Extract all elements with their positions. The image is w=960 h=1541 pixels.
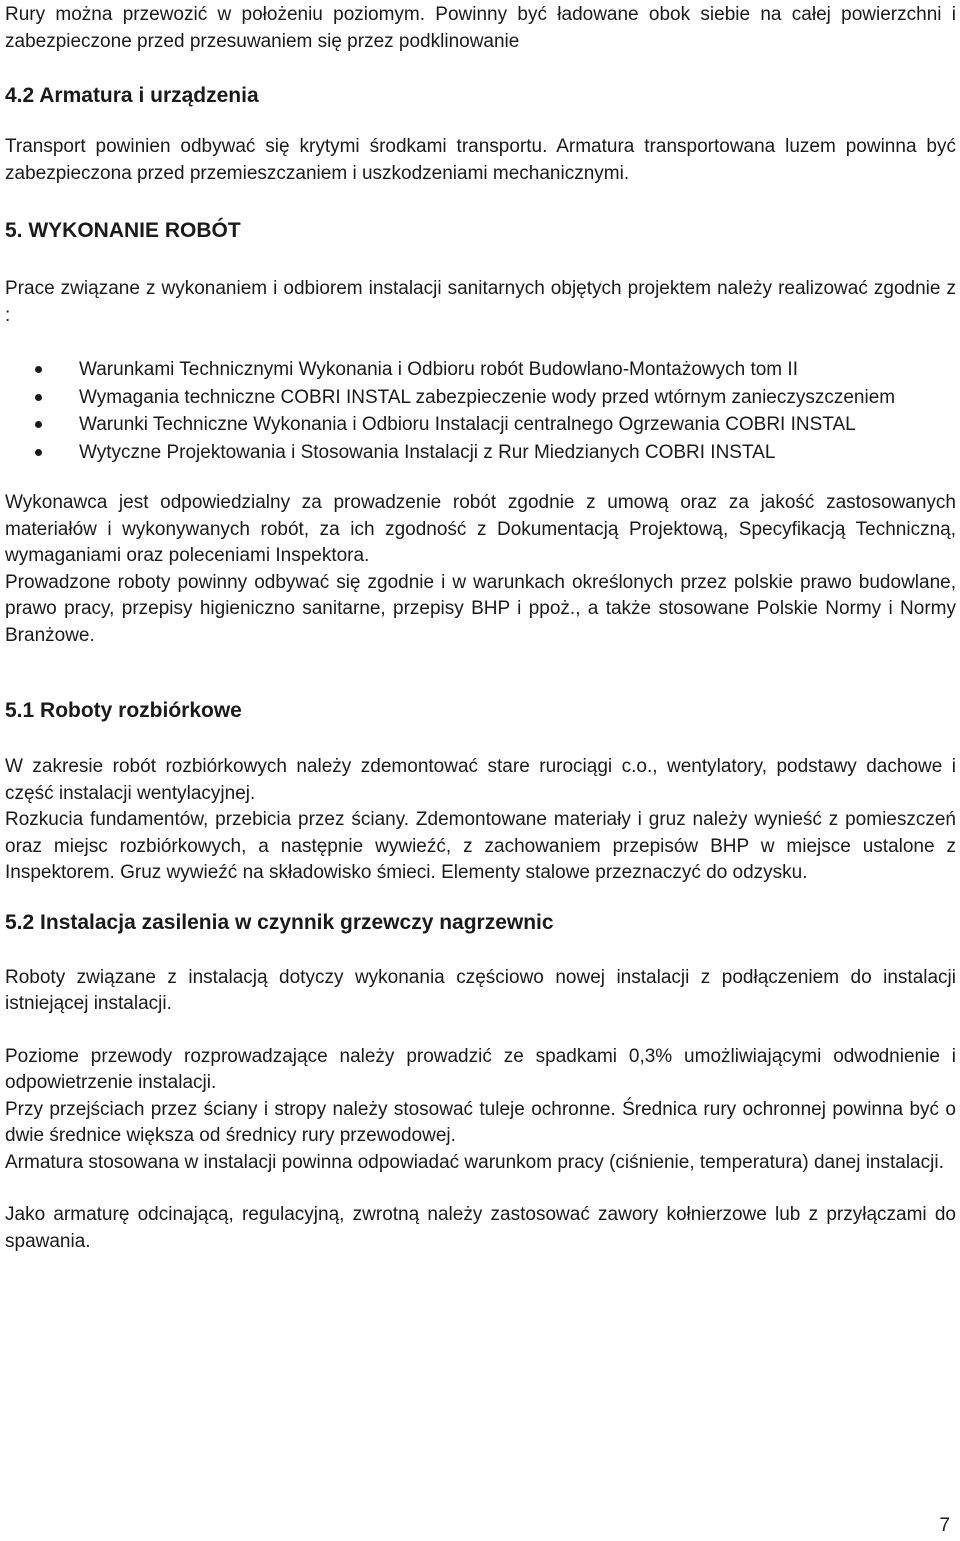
list-item [5,440,956,467]
section-5-2-paragraph-2: Poziome przewody rozprowadzające należy prowadzić ze spadkami 0,3% umożliwiającymi odwodnienie i odpowietrzenie instalacji. [5,1045,956,1093]
section-5-intro: Prace związane z wykonaniem i odbiorem instalacji sanitarnych objętych projektem należy realizować zgodnie z : [5,278,956,326]
list-item-text: Warunki Techniczne Wykonania i Odbioru Instalacji centralnego Ogrzewania COBRI INSTAL [79,414,856,435]
section-5-2-paragraph-3: Przy przejściach przez ściany i stropy należy stosować tuleje ochronne. Średnica rury ochronnej powinna być o dwie średnice większa od średnicy rury przewodowej. [5,1098,956,1146]
standards-list [5,357,956,466]
bullet-icon [35,366,42,373]
section-5-1-paragraph-2: Rozkucia fundamentów, przebicia przez ściany. Zdemontowane materiały i gruz należy wynieść z pomieszczeń oraz miejsc rozbiórkowych, a następnie wywieźć, z zachowaniem przepisów BHP w miejsce ustalone z Inspektorem. Gruz wywieźć na składowisko śmieci. Elementy stalowe przeznaczyć do odzysku. [5,809,956,883]
section-5-1-heading: 5.1 Roboty rozbiórkowe [5,699,242,722]
section-5-2-paragraph-1: Roboty związane z instalacją dotyczy wykonania częściowo nowej instalacji z podłączeniem do instalacji istniejącej instalacji. [5,966,956,1014]
list-item-text: Wytyczne Projektowania i Stosowania Instalacji z Rur Miedzianych COBRI INSTAL [79,441,776,463]
section-5-2-paragraph-4: Armatura stosowana w instalacji powinna odpowiadać warunkom pracy (ciśnienie, temperatura) danej instalacji. [5,1151,944,1173]
bullet-icon [35,394,42,401]
document-page [5,0,956,1541]
bullet-icon [35,421,42,428]
section-4-2-heading: 4.2 Armatura i urządzenia [5,84,259,107]
list-item [5,385,956,412]
section-5-2-heading: 5.2 Instalacja zasilenia w czynnik grzewczy nagrzewnic [5,910,554,934]
bullet-icon [35,449,42,456]
list-item-text: Wymagania techniczne COBRI INSTAL zabezpieczenie wody przed wtórnym zanieczyszczeniem [79,386,896,408]
list-item [5,357,956,384]
intro-paragraph: Rury można przewozić w położeniu poziomym. Powinny być ładowane obok siebie na całej powierzchni i zabezpieczone przed przesuwaniem się przez podklinowanie [5,4,956,52]
section-5-1-paragraph-1: W zakresie robót rozbiórkowych należy zdemontować stare rurociągi c.o., wentylatory, podstawy dachowe i część instalacji wentylacyjnej. [5,756,956,804]
section-5-paragraph-2: Prowadzone roboty powinny odbywać się zgodnie i w warunkach określonych przez polskie prawo budowlane, prawo pracy, przepisy higieniczno sanitarne, przepisy BHP i ppoż., a także stosowane Polskie Normy i Normy Branżowe. [5,571,956,646]
list-item [5,412,956,439]
page-number: 7 [939,1515,950,1536]
section-5-2-paragraph-5: Jako armaturę odcinającą, regulacyjną, zwrotną należy zastosować zawory kołnierzowe lub z przyłączami do spawania. [5,1204,956,1252]
section-5-paragraph-1: Wykonawca jest odpowiedzialny za prowadzenie robót zgodnie z umową oraz za jakość zastosowanych materiałów i wykonywanych robót, za ich zgodność z Dokumentacją Projektową, Specyfikacją Techniczną, wymaganiami oraz poleceniami Inspektora. [5,492,956,566]
section-5-heading: 5. WYKONANIE ROBÓT [5,219,241,242]
list-item-text: Warunkami Technicznymi Wykonania i Odbioru robót Budowlano-Montażowych tom II [79,359,798,380]
section-4-2-paragraph: Transport powinien odbywać się krytymi środkami transportu. Armatura transportowana luzem powinna być zabezpieczona przed przemieszczaniem i uszkodzeniami mechanicznymi. [5,136,956,184]
